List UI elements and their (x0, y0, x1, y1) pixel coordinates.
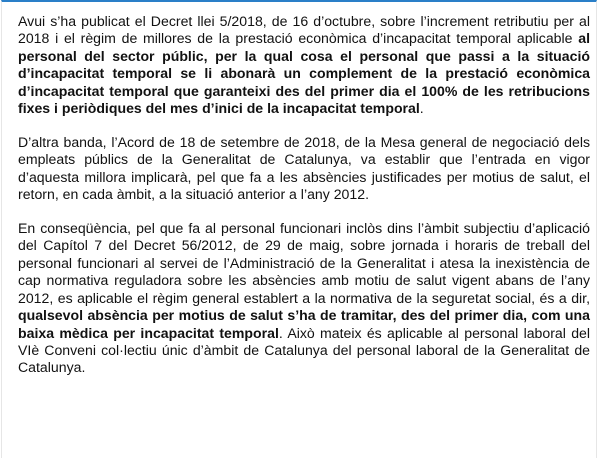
text-segment: En conseqüència, pel que fa al personal funcionari inclòs dins l’àmbit subjectiu d’aplicació del Capítol 7 del Decret 56/2012, de 29 de maig, sobre jornada i horaris de treball del personal funcionari al servei de l’Administració de la Generalitat i atesa la inexistència de cap normativa reguladora sobre les absències amb motiu de salut vigent abans de l’any 2012, es aplicable el règim general establert a la normativa de la seguretat social, és a dir, (18, 220, 590, 306)
paragraph-acord-mesa (18, 134, 590, 204)
paragraph-consequencia (18, 220, 590, 377)
text-segment: . (419, 100, 424, 117)
document-panel (1, 0, 597, 458)
bold-segment: qualsevol absència per motius de salut s’ha de tramitar, des del primer dia, com una baixa mèdica per incapacitat temporal (18, 307, 590, 341)
text-segment: . Això mateix és aplicable al personal laboral del VIè Conveni col·lectiu únic d’àmbit de Catalunya del personal laboral de la Generalitat de Catalunya. (18, 324, 590, 376)
document-body (18, 13, 590, 377)
text-segment: D’altra banda, l’Acord de 18 de setembre de 2018, de la Mesa general de negociació dels empleats públics de la Generalitat de Catalunya, va establir que l’entrada en vigor d’aquesta millora implicarà, pel que fa a les absències justificades per motius de salut, el retorn, en cada àmbit, a la situació anterior a l’any 2012. (18, 133, 590, 203)
text-segment: Avui s’ha publicat el Decret llei 5/2018, de 16 d’octubre, sobre l’increment retributiu per al 2018 i el règim de millores de la prestació econòmica d’incapacitat temporal aplicable (18, 13, 590, 47)
bold-segment: al personal del sector públic, per la qual cosa el personal que passi a la situació d’incapacitat temporal se li abonarà un complement de la prestació econòmica d’incapacitat temporal que garanteixi des del primer dia el 100% de les retribucions fixes i periòdiques del mes d’inici de la incapacitat temporal (18, 30, 590, 117)
paragraph-decret-llei (18, 13, 590, 117)
